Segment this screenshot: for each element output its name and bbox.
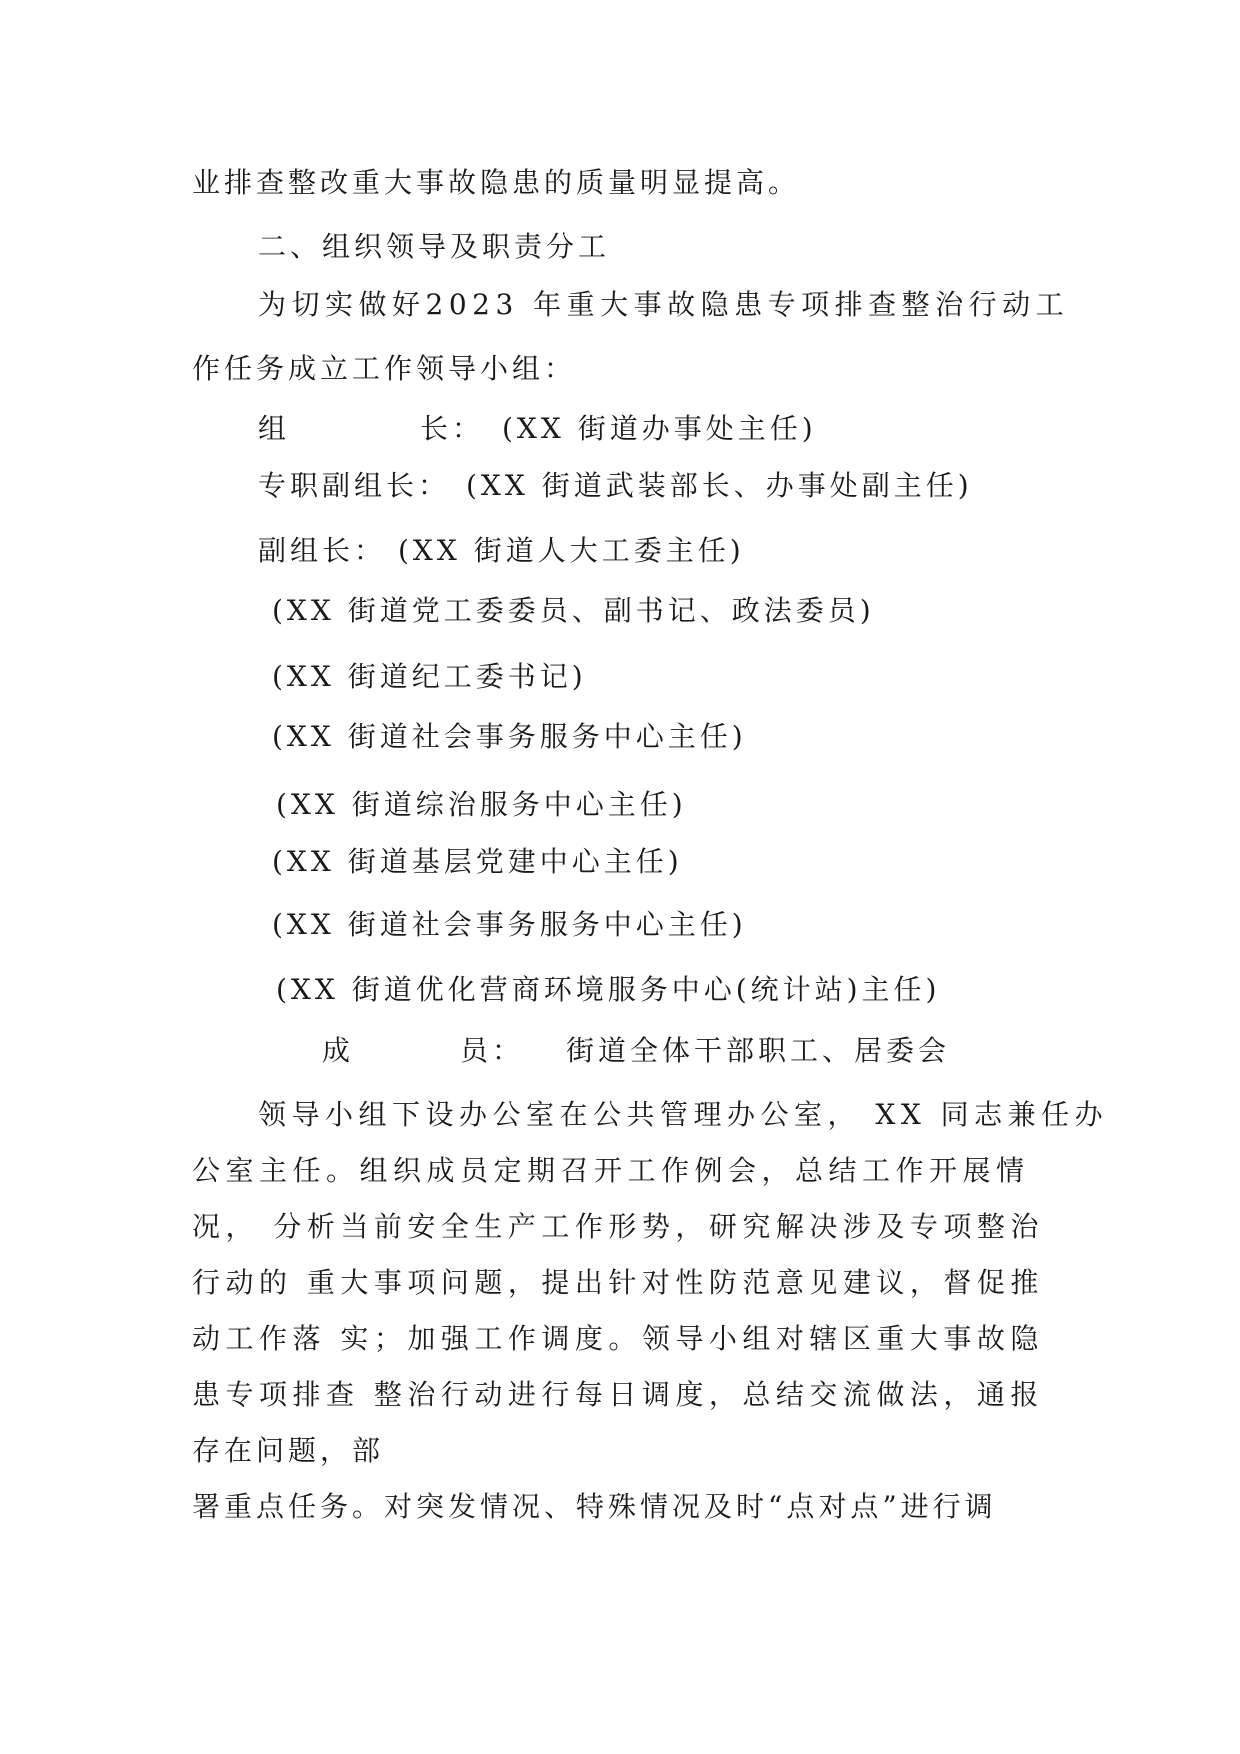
deputy-leader-fulltime-label: 专职副组长：	[258, 469, 451, 502]
leader-value: (XX 街道办事处主任)	[502, 412, 817, 445]
paragraph-line: 署重点任务。对突发情况、特殊情况及时“点对点”进行调	[192, 1490, 997, 1523]
deputy-leader-value: (XX 街道社会事务服务中心主任)	[272, 720, 747, 753]
paragraph-line: 行动的 重大事项问题，提出针对性防范意见建议，督促推	[192, 1266, 1044, 1299]
paragraph-line: 况， 分析当前安全生产工作形势，研究解决涉及专项整治	[192, 1210, 1044, 1243]
deputy-leader-label: 副组长：	[258, 534, 387, 567]
members-label-part2: 员：	[460, 1034, 525, 1067]
members-value: 街道全体干部职工、居委会	[566, 1034, 951, 1067]
deputy-leader-value: (XX 街道社会事务服务中心主任)	[272, 908, 747, 941]
deputy-leader-value: (XX 街道综治服务中心主任)	[276, 788, 687, 821]
deputy-leader-value: (XX 街道优化营商环境服务中心(统计站)主任)	[276, 973, 941, 1006]
paragraph-line: 存在问题，部	[192, 1434, 385, 1467]
section-heading: 二、组织领导及职责分工	[258, 230, 611, 263]
paragraph-line: 公室主任。组织成员定期召开工作例会，总结工作开展情	[192, 1154, 1030, 1187]
deputy-leader-fulltime-value: (XX 街道武装部长、办事处副主任)	[466, 469, 973, 502]
deputy-leader-value: (XX 街道党工委委员、副书记、政法委员)	[272, 594, 875, 627]
paragraph-line: 患专项排查 整治行动进行每日调度，总结交流做法，通报	[192, 1378, 1044, 1411]
paragraph-line: 动工作落 实；加强工作调度。领导小组对辖区重大事故隐	[192, 1322, 1044, 1355]
deputy-leader-value: (XX 街道基层党建中心主任)	[272, 845, 683, 878]
paragraph-line: 为切实做好2023 年重大事故隐患专项排查整治行动工	[258, 288, 1070, 321]
leader-label-part1: 组	[258, 412, 291, 445]
leader-label-part2: 长：	[420, 412, 485, 445]
deputy-leader-value: (XX 街道人大工委主任)	[398, 534, 745, 567]
paragraph-line: 作任务成立工作领导小组：	[192, 352, 577, 385]
deputy-leader-value: (XX 街道纪工委书记)	[272, 660, 587, 693]
members-label-part1: 成	[322, 1034, 355, 1067]
paragraph-line: 业排查整改重大事故隐患的质量明显提高。	[192, 166, 801, 199]
paragraph-line: 领导小组下设办公室在公共管理办公室， XX 同志兼任办	[258, 1098, 1109, 1131]
